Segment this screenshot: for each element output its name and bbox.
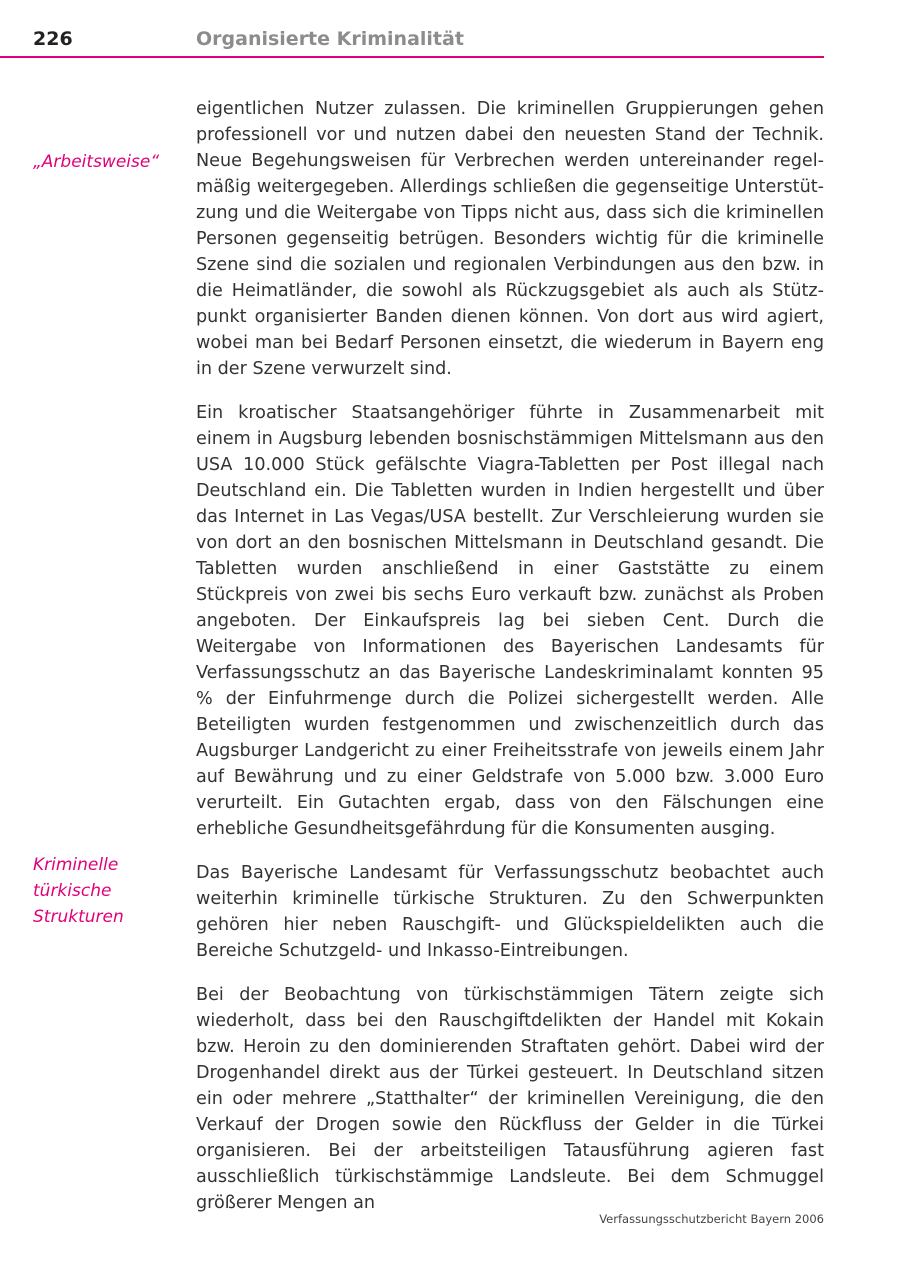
- paragraph-2: Ein kroatischer Staatsangehöriger führte in Zusammenarbeit mit einem in Augsburg lebenden bosnischstämmigen Mittelsmann aus den USA 10.000 Stück gefälschte Viagra-Tabletten per Post illegal nach Deutschland ein. Die Tabletten wurden in Indien hergestellt und über das Internet in Las Vegas/USA bestellt. Zur Verschleierung wurden sie von dort an den bosnischen Mittelsmann in Deutschland gesandt. Die Tabletten wurden anschließend in einer Gaststätte zu einem Stückpreis von zwei bis sechs Euro verkauft bzw. zunächst als Proben angeboten. Der Einkaufspreis lag bei sieben Cent. Durch die Weitergabe von Informationen des Bayerischen Landesamts für Verfassungsschutz an das Bayerische Landeskriminalamt konnten 95 % der Einfuhrmenge durch die Polizei sichergestellt werden. Alle Beteiligten wurden festgenommen und zwischenzeitlich durch das Augsburger Landgericht zu einer Freiheitsstrafe von jeweils einem Jahr auf Bewährung und zu einer Geldstrafe von 5.000 bzw. 3.000 Euro verurteilt. Ein Gutachten ergab, dass von den Fälschungen eine erhebliche Gesundheitsgefährdung für die Konsumenten ausging.: [196, 403, 824, 839]
- paragraph-3: Das Bayerische Landesamt für Verfassungsschutz beobachtet auch weiterhin kriminelle türkische Strukturen. Zu den Schwerpunkten gehören hier neben Rauschgift- und Glückspieldelikten auch die Bereiche Schutzgeld- und Inkasso-Eintreibungen.: [196, 863, 824, 961]
- margin-note-arbeitsweise: „Arbeitsweise“: [33, 152, 160, 172]
- page-footer: Verfassungsschutzbericht Bayern 2006: [599, 1212, 824, 1226]
- page-number: 226: [33, 28, 73, 50]
- margin-note-kriminelle-tuerkische-strukturen: Kriminelle türkische Strukturen: [33, 855, 124, 927]
- running-title: Organisierte Kriminalität: [196, 28, 464, 50]
- page-header: [0, 26, 824, 58]
- paragraph-4: Bei der Beobachtung von türkischstämmigen Tätern zeigte sich wiederholt, dass bei den Rauschgiftdelikten der Handel mit Kokain bzw. Heroin zu den dominierenden Straftaten gehört. Dabei wird der Drogenhandel direkt aus der Türkei gesteuert. In Deutschland sitzen ein oder mehrere „Statthalter“ der kriminellen Vereinigung, die den Verkauf der Drogen sowie den Rückfluss der Gelder in die Türkei organisieren. Bei der arbeitsteiligen Tatausführung agieren fast ausschließlich türkischstämmige Landsleute. Bei dem Schmuggel größerer Mengen an: [196, 985, 824, 1213]
- body-text: [196, 96, 824, 1234]
- paragraph-1: eigentlichen Nutzer zulassen. Die kriminellen Gruppierungen gehen professionell vor und nutzen dabei den neuesten Stand der Technik. Neue Begehungsweisen für Verbrechen werden untereinander regelmäßig weitergegeben. Allerdings schließen die gegenseitige Unterstützung und die Weitergabe von Tipps nicht aus, dass sich die kriminellen Personen gegenseitig betrügen. Besonders wichtig für die kriminelle Szene sind die sozialen und regionalen Verbindungen aus den bzw. in die Heimatländer, die sowohl als Rückzugsgebiet als auch als Stützpunkt organisierter Banden dienen können. Von dort aus wird agiert, wobei man bei Bedarf Personen einsetzt, die wiederum in Bayern eng in der Szene verwurzelt sind.: [196, 99, 824, 379]
